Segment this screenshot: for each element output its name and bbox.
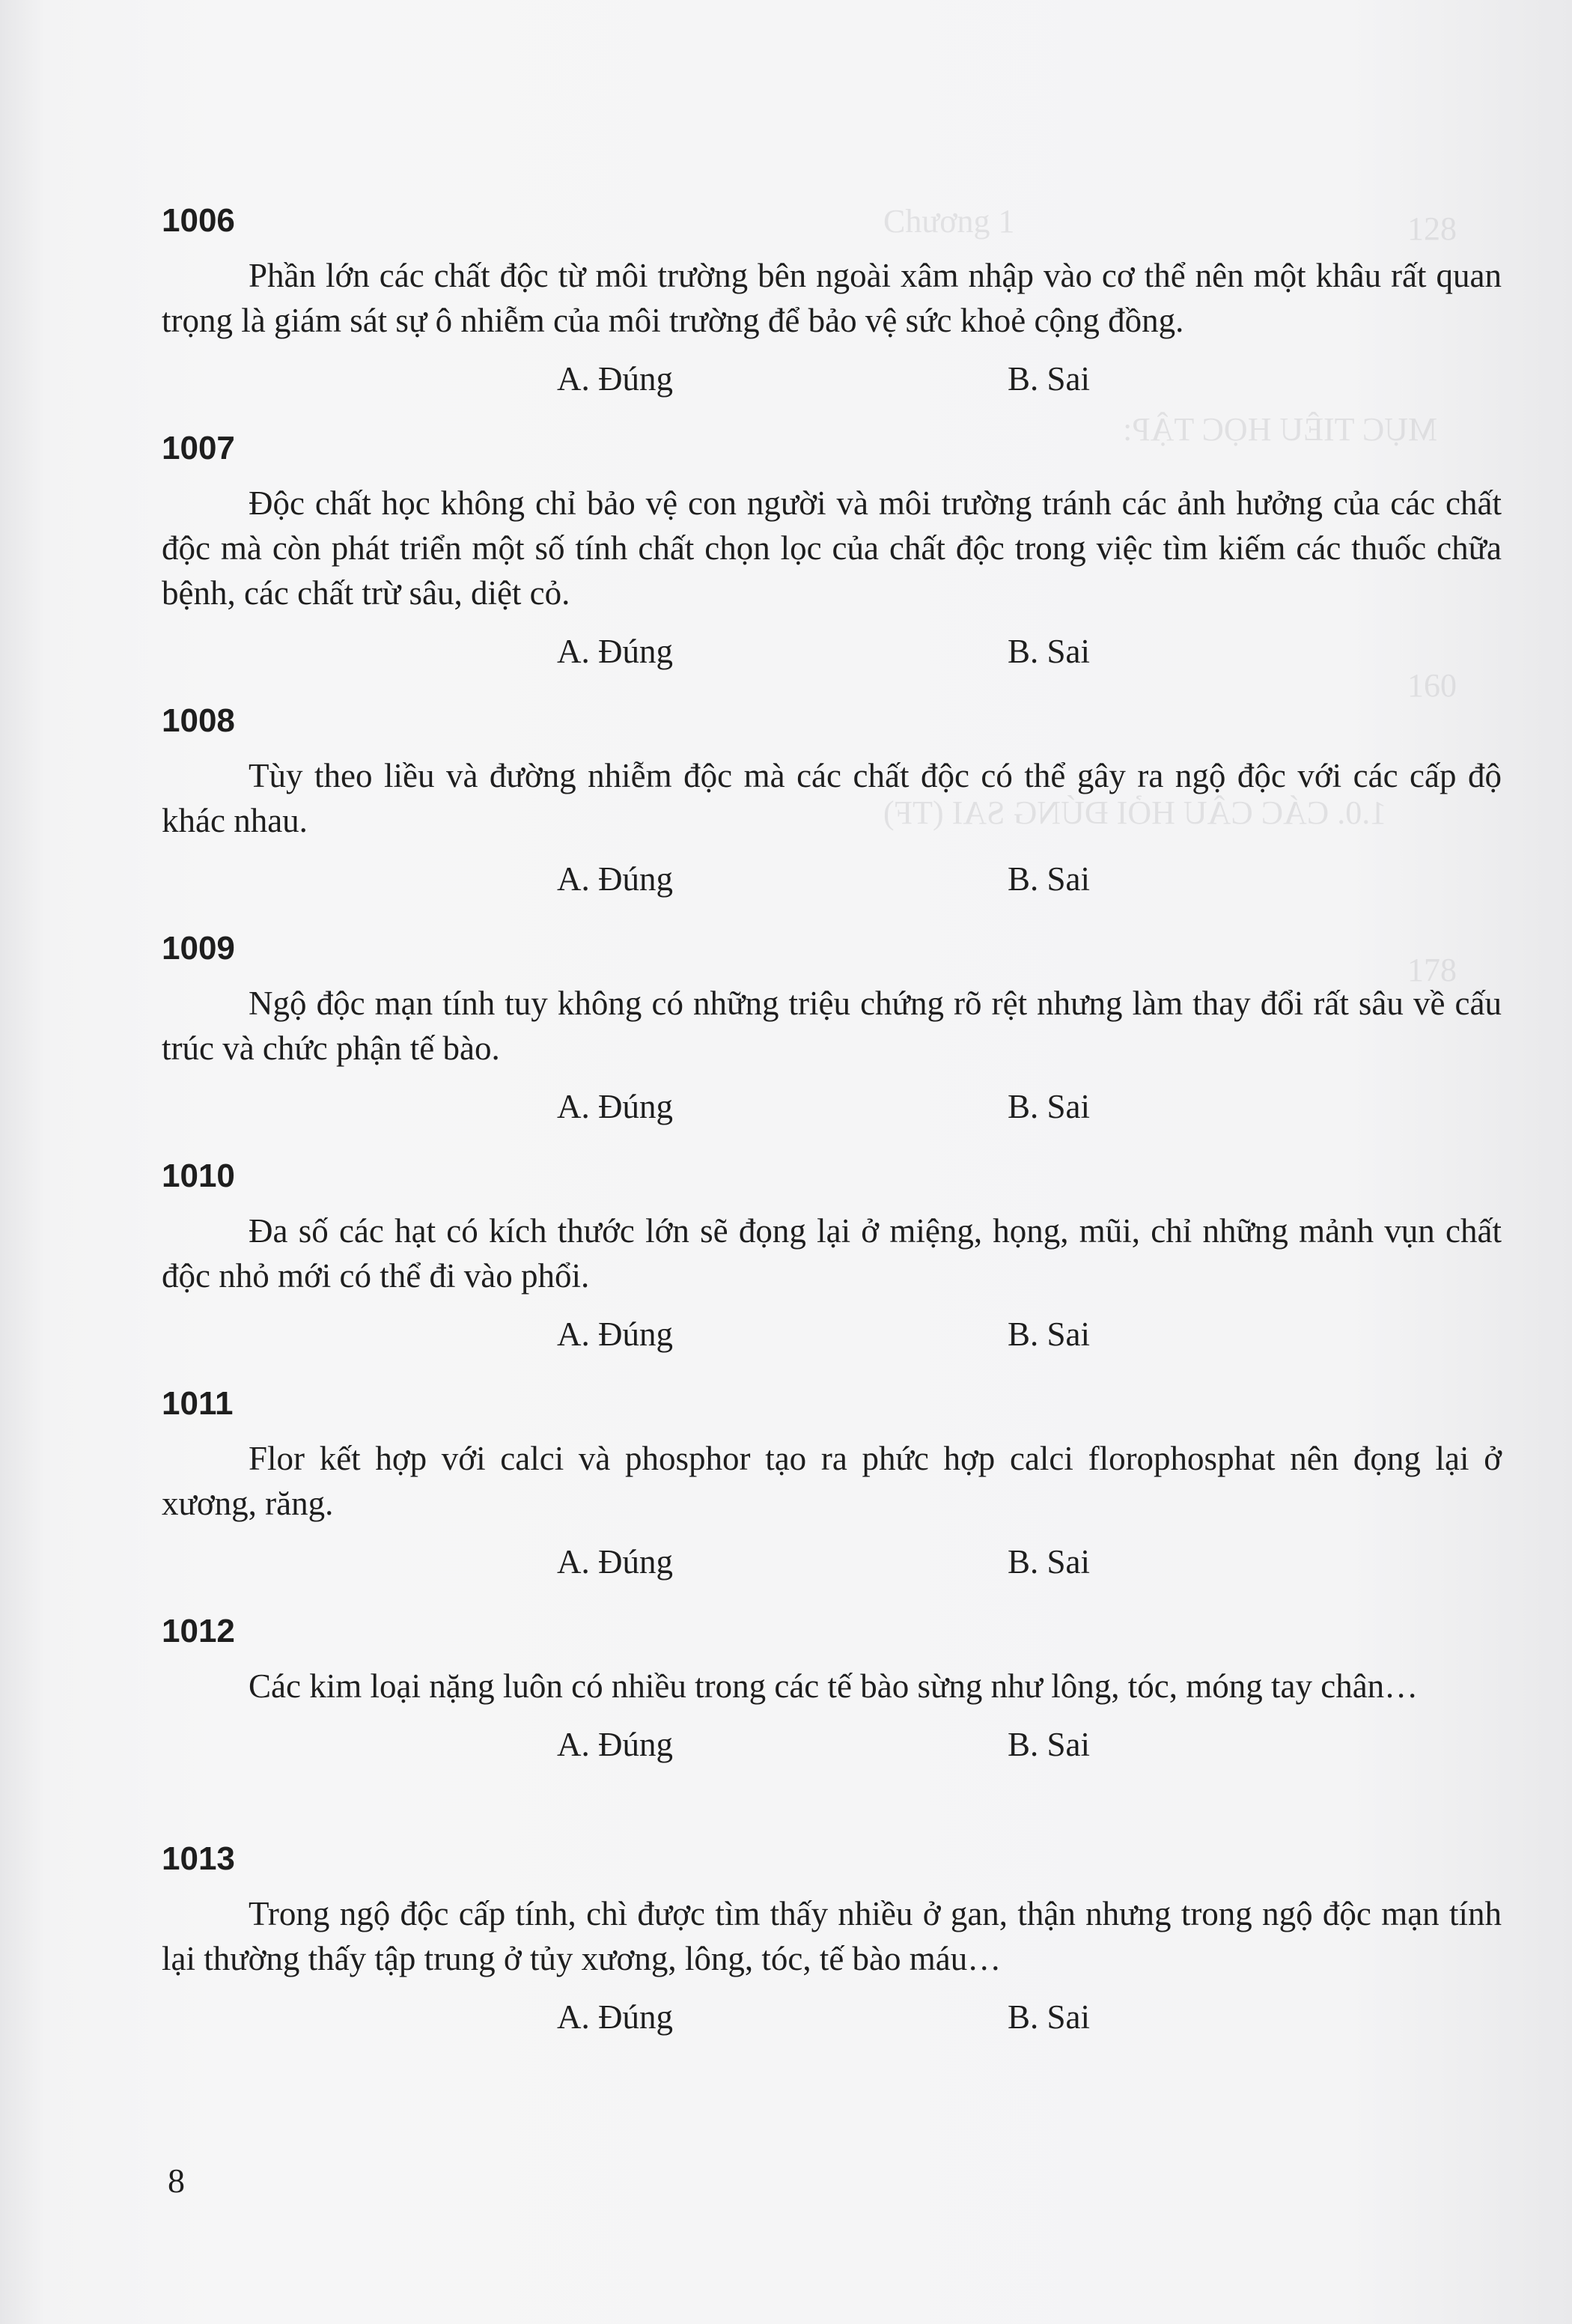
question-1009 [162, 930, 1502, 1131]
option-a: A. Đúng [557, 633, 673, 670]
option-b: B. Sai [1008, 633, 1091, 670]
answer-options [162, 1725, 1502, 1768]
option-a: A. Đúng [557, 1998, 673, 2036]
option-a: A. Đúng [557, 1543, 673, 1581]
question-number: 1012 [162, 1613, 235, 1649]
question-text: Ngộ độc mạn tính tuy không có những triệu chứng rõ rệt nhưng làm thay đổi rất sâu về cấu trúc và chức phận tế bào. [162, 985, 1502, 1067]
option-a: A. Đúng [557, 1315, 673, 1353]
question-text: Phần lớn các chất độc từ môi trường bên ngoài xâm nhập vào cơ thể nên một khâu rất quan trọng là giám sát sự ô nhiễm của môi trường để bảo vệ sức khoẻ cộng đồng. [162, 257, 1502, 339]
question-text: Đa số các hạt có kích thước lớn sẽ đọng lại ở miệng, họng, mũi, chỉ những mảnh vụn chất độc nhỏ mới có thể đi vào phổi. [162, 1212, 1502, 1295]
option-b: B. Sai [1008, 1543, 1091, 1581]
question-number: 1010 [162, 1158, 235, 1194]
question-number: 1013 [162, 1840, 235, 1877]
option-b: B. Sai [1008, 1315, 1091, 1353]
answer-options [162, 860, 1502, 903]
question-number: 1011 [162, 1385, 234, 1422]
answer-options [162, 359, 1502, 403]
question-text: Các kim loại nặng luôn có nhiều trong các tế bào sừng như lông, tóc, móng tay chân… [249, 1667, 1419, 1705]
question-text: Tùy theo liều và đường nhiễm độc mà các chất độc có thể gây ra ngộ độc với các cấp độ khác nhau. [162, 757, 1502, 839]
question-1011 [162, 1385, 1502, 1586]
answer-options [162, 1087, 1502, 1131]
page-number: 8 [168, 2162, 185, 2200]
answer-options [162, 1542, 1502, 1586]
question-1010 [162, 1158, 1502, 1358]
option-b: B. Sai [1008, 360, 1091, 398]
question-number: 1006 [162, 202, 235, 239]
question-number: 1008 [162, 702, 235, 739]
option-b: B. Sai [1008, 1726, 1091, 1763]
option-b: B. Sai [1008, 860, 1091, 898]
option-b: B. Sai [1008, 1088, 1091, 1125]
option-a: A. Đúng [557, 1088, 673, 1125]
answer-options [162, 1998, 1502, 2041]
question-text: Độc chất học không chỉ bảo vệ con người và môi trường tránh các ảnh hưởng của các chất độc mà còn phát triển một số tính chất chọn lọc của chất độc trong việc tìm kiếm các thuốc chữa bệnh, các chất trừ sâu, diệt cỏ. [162, 484, 1502, 612]
question-text: Trong ngộ độc cấp tính, chì được tìm thấy nhiều ở gan, thận nhưng trong ngộ độc mạn tính lại thường thấy tập trung ở tủy xương, lông, tóc, tế bào máu… [162, 1895, 1502, 1977]
answer-options [162, 1315, 1502, 1358]
question-1013 [162, 1840, 1502, 2041]
question-1007 [162, 430, 1502, 675]
question-1008 [162, 702, 1502, 903]
question-number: 1009 [162, 930, 235, 967]
option-a: A. Đúng [557, 1726, 673, 1763]
answer-options [162, 632, 1502, 675]
bleed-through-texture: Chương 1 MỤC TIÊU HỌC TẬP: 1.0. CÁC CÂU HỎI ĐÚNG SAI (TF) 128 160 178 [883, 203, 1457, 988]
question-1006 [162, 202, 1502, 403]
option-b: B. Sai [1008, 1998, 1091, 2036]
question-text: Flor kết hợp với calci và phosphor tạo ra phức hợp calci florophosphat nên đọng lại ở xương, răng. [162, 1440, 1502, 1522]
option-a: A. Đúng [557, 360, 673, 398]
option-a: A. Đúng [557, 860, 673, 898]
question-number: 1007 [162, 430, 235, 466]
question-1012 [162, 1613, 1502, 1768]
